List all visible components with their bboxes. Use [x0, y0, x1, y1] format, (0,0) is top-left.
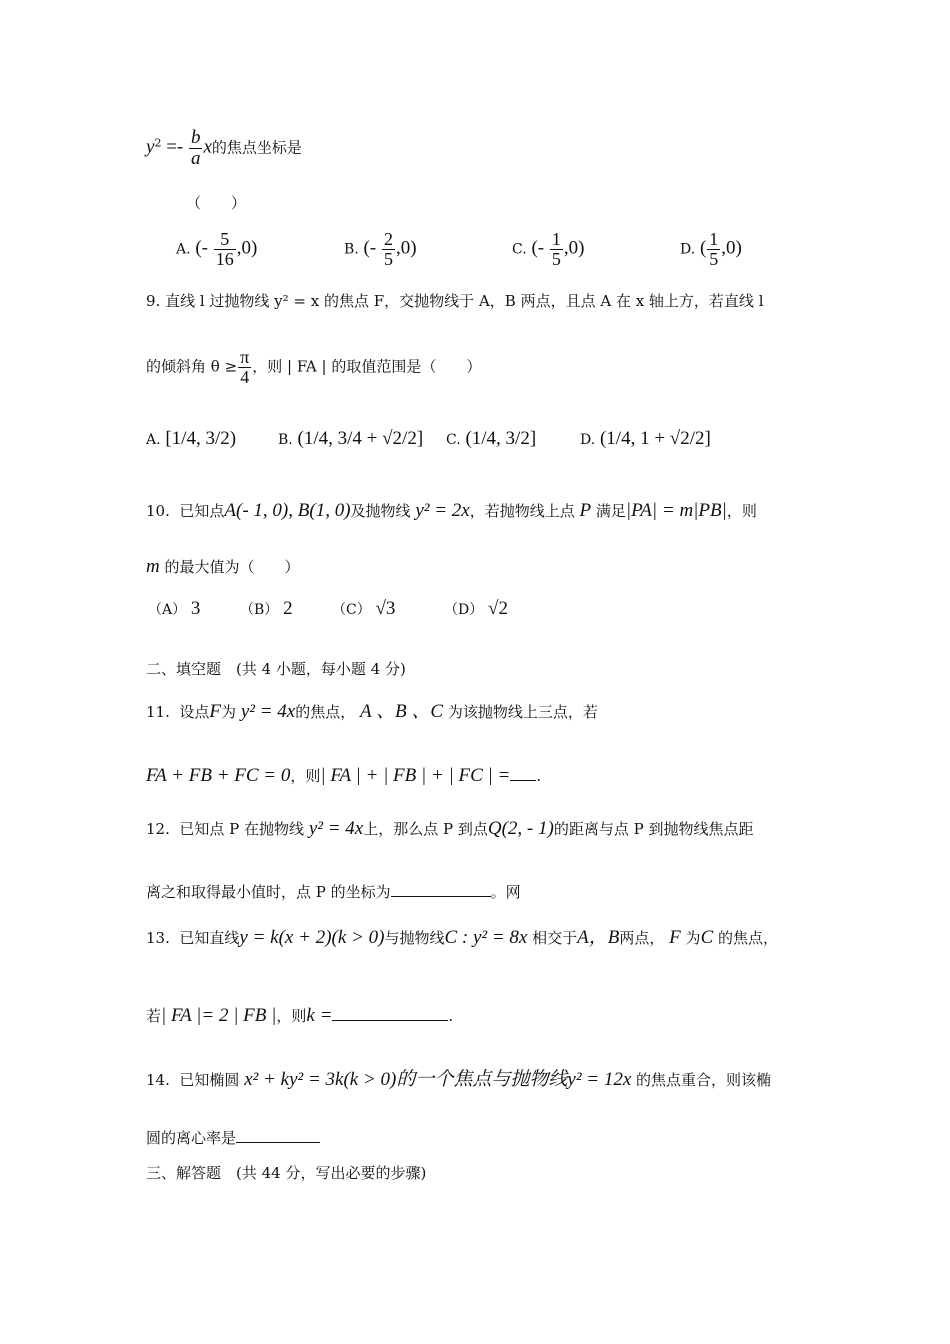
q9-option-a: A. [1/4, 3/2) [146, 428, 237, 449]
q9-option-c: C. (1/4, 3/2] [446, 428, 537, 449]
q12-line2: 离之和取得最小值时，点 P 的坐标为 。网 [146, 880, 521, 902]
q13-line2: 若| FA |= 2 | FB |，则k = . [146, 1005, 454, 1026]
q8-answer-paren: （ ） [186, 194, 247, 212]
q9-line2: 的倾斜角 θ ≥ $\frac{\pi}{4}$ ，则 | FA | 的取值范围是（ ） [146, 347, 482, 387]
q10-line2: m 的最大值为（ ） [146, 556, 300, 577]
q8-option-c: C. (- $\frac{1}{5}$ ,0) [512, 229, 585, 269]
q14-line1: 14. 已知椭圆 x² + ky² = 3k(k > 0)的一个焦点与抛物线y² = 12x 的焦点重合，则该椭 [146, 1069, 772, 1090]
q11-answer-blank[interactable] [510, 764, 536, 781]
q9-option-d: D. (1/4, 1 + √2/2] [580, 428, 711, 449]
q10-option-c: （C） √3 [332, 598, 396, 619]
q11-line2: FA + FB + FC = 0，则| FA | + | FB | + | FC | = . [146, 765, 542, 786]
section-solve-heading: 三、解答题 (共 44 分，写出必要的步骤) [146, 1164, 427, 1182]
q11-line1: 11. 设点F为 y² = 4x的焦点， A 、B 、C 为该抛物线上三点，若 [146, 701, 598, 722]
q10-option-a: （A） 3 [148, 598, 201, 619]
q13-answer-blank[interactable] [332, 1004, 448, 1021]
q8-option-a: A. (- $\frac{5}{16}$ ,0) [176, 229, 258, 269]
q9-option-b: B. (1/4, 3/4 + √2/2] [278, 428, 424, 449]
q14-line2: 圆的离心率是 [146, 1126, 320, 1148]
q9-line1: 9. 直线 l 过抛物线 y² = x 的焦点 F，交抛物线于 A，B 两点，且点 A 在 x 轴上方，若直线 l [146, 292, 764, 310]
q12-line1: 12. 已知点 P 在抛物线 y² = 4x上，那么点 P 到点Q(2, - 1)的距离与点 P 到抛物线焦点距 [146, 818, 754, 839]
q8-stem: $y^2$ =- $\frac{b}{a}$ x的焦点坐标是 [146, 127, 302, 169]
q12-answer-blank[interactable] [391, 880, 491, 897]
q10-line1: 10. 已知点A(- 1, 0), B(1, 0)及抛物线 y² = 2x，若抛物线上点 P 满足|PA| = m|PB|，则 [146, 500, 757, 521]
q10-option-b: （B） 2 [240, 598, 293, 619]
section-fill-in-heading: 二、填空题 (共 4 小题，每小题 4 分) [146, 660, 406, 678]
q10-option-d: （D） √2 [444, 598, 508, 619]
q13-line1: 13. 已知直线y = k(x + 2)(k > 0)与抛物线C : y² = 8x 相交于A，B两点， F 为C 的焦点， [146, 927, 779, 948]
q8-option-b: B. (- $\frac{2}{5}$ ,0) [344, 229, 417, 269]
q8-option-d: D. ( $\frac{1}{5}$ ,0) [680, 229, 742, 269]
q14-answer-blank[interactable] [236, 1126, 320, 1143]
